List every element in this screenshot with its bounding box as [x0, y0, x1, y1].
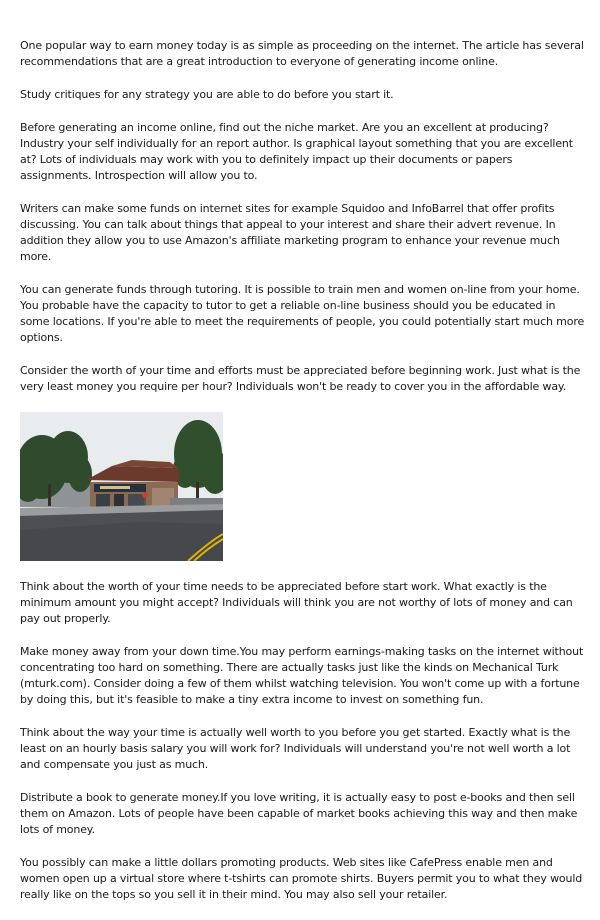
paragraph-time-worth: Consider the worth of your time and efforts must be appreciated before beginning work. Just what is the very least money you require per hour? Individuals won't be ready to cover you in the affordable way. [20, 364, 581, 393]
document-body [20, 38, 586, 920]
paragraph-study-critiques: Study critiques for any strategy you are able to do before you start it. [20, 88, 394, 101]
paragraph-writers: Writers can make some funds on internet sites for example Squidoo and InfoBarrel that offer profits discussing. You can talk about things that appeal to your interest and share their advert revenue. In addition they allow you to use Amazon's affiliate marketing program to enhance your revenue much more. [20, 202, 560, 263]
paragraph-hourly-salary: Think about the way your time is actually well worth to you before you get started. Exactly what is the least on an hourly basis salary you will work for? Individuals will understand you're not well worth a lot and compensate you just as much. [20, 726, 571, 771]
paragraph-promoting-products: You possibly can make a little dollars promoting products. Web sites like CafePress enable men and women open up a virtual store where t-tshirts can promote shirts. Buyers permit you to what they would really like on the tops so you sell it in their mind. You may also sell your retailer. [20, 856, 583, 901]
street-photo [20, 412, 223, 561]
paragraph-down-time: Make money away from your down time.You may perform earnings-making tasks on the internet without concentrating too hard on something. There are actually tasks just like the kinds on Mechanical Turk (mturk.com). Consider doing a few of them whilst watching television. You won't come up with a fortune by doing this, but it's feasible to make a tiny extra income to invest on something fun. [20, 645, 584, 706]
paragraph-minimum-amount: Think about the worth of your time needs to be appreciated before start work. What exactly is the minimum amount you might accept? Individuals will think you are not worthy of lots of money and can pay out properly. [20, 580, 573, 625]
paragraph-distribute-book: Distribute a book to generate money.If you love writing, it is actually easy to post e-books and then sell them on Amazon. Lots of people have been capable of market books achieving this way and then make lots of money. [20, 791, 578, 836]
paragraph-intro: One popular way to earn money today is as simple as proceeding on the internet. The article has several recommendations that are a great introduction to everyone of generating income online. [20, 39, 584, 68]
street-corner-shop-photo [20, 412, 223, 561]
paragraph-tutoring: You can generate funds through tutoring. It is possible to train men and women on-line from your home. You probable have the capacity to tutor to get a reliable on-line business should you be educated in some locations. If you're able to meet the requirements of people, you could potentially start much more options. [20, 283, 585, 344]
paragraph-niche-market: Before generating an income online, find out the niche market. Are you an excellent at producing? Industry your self individually for an report author. Is graphical layout something that you are excellent at? Lots of individuals may work with you to definitely impact up their documents or papers assignments. Introspection will allow you to. [20, 121, 573, 182]
